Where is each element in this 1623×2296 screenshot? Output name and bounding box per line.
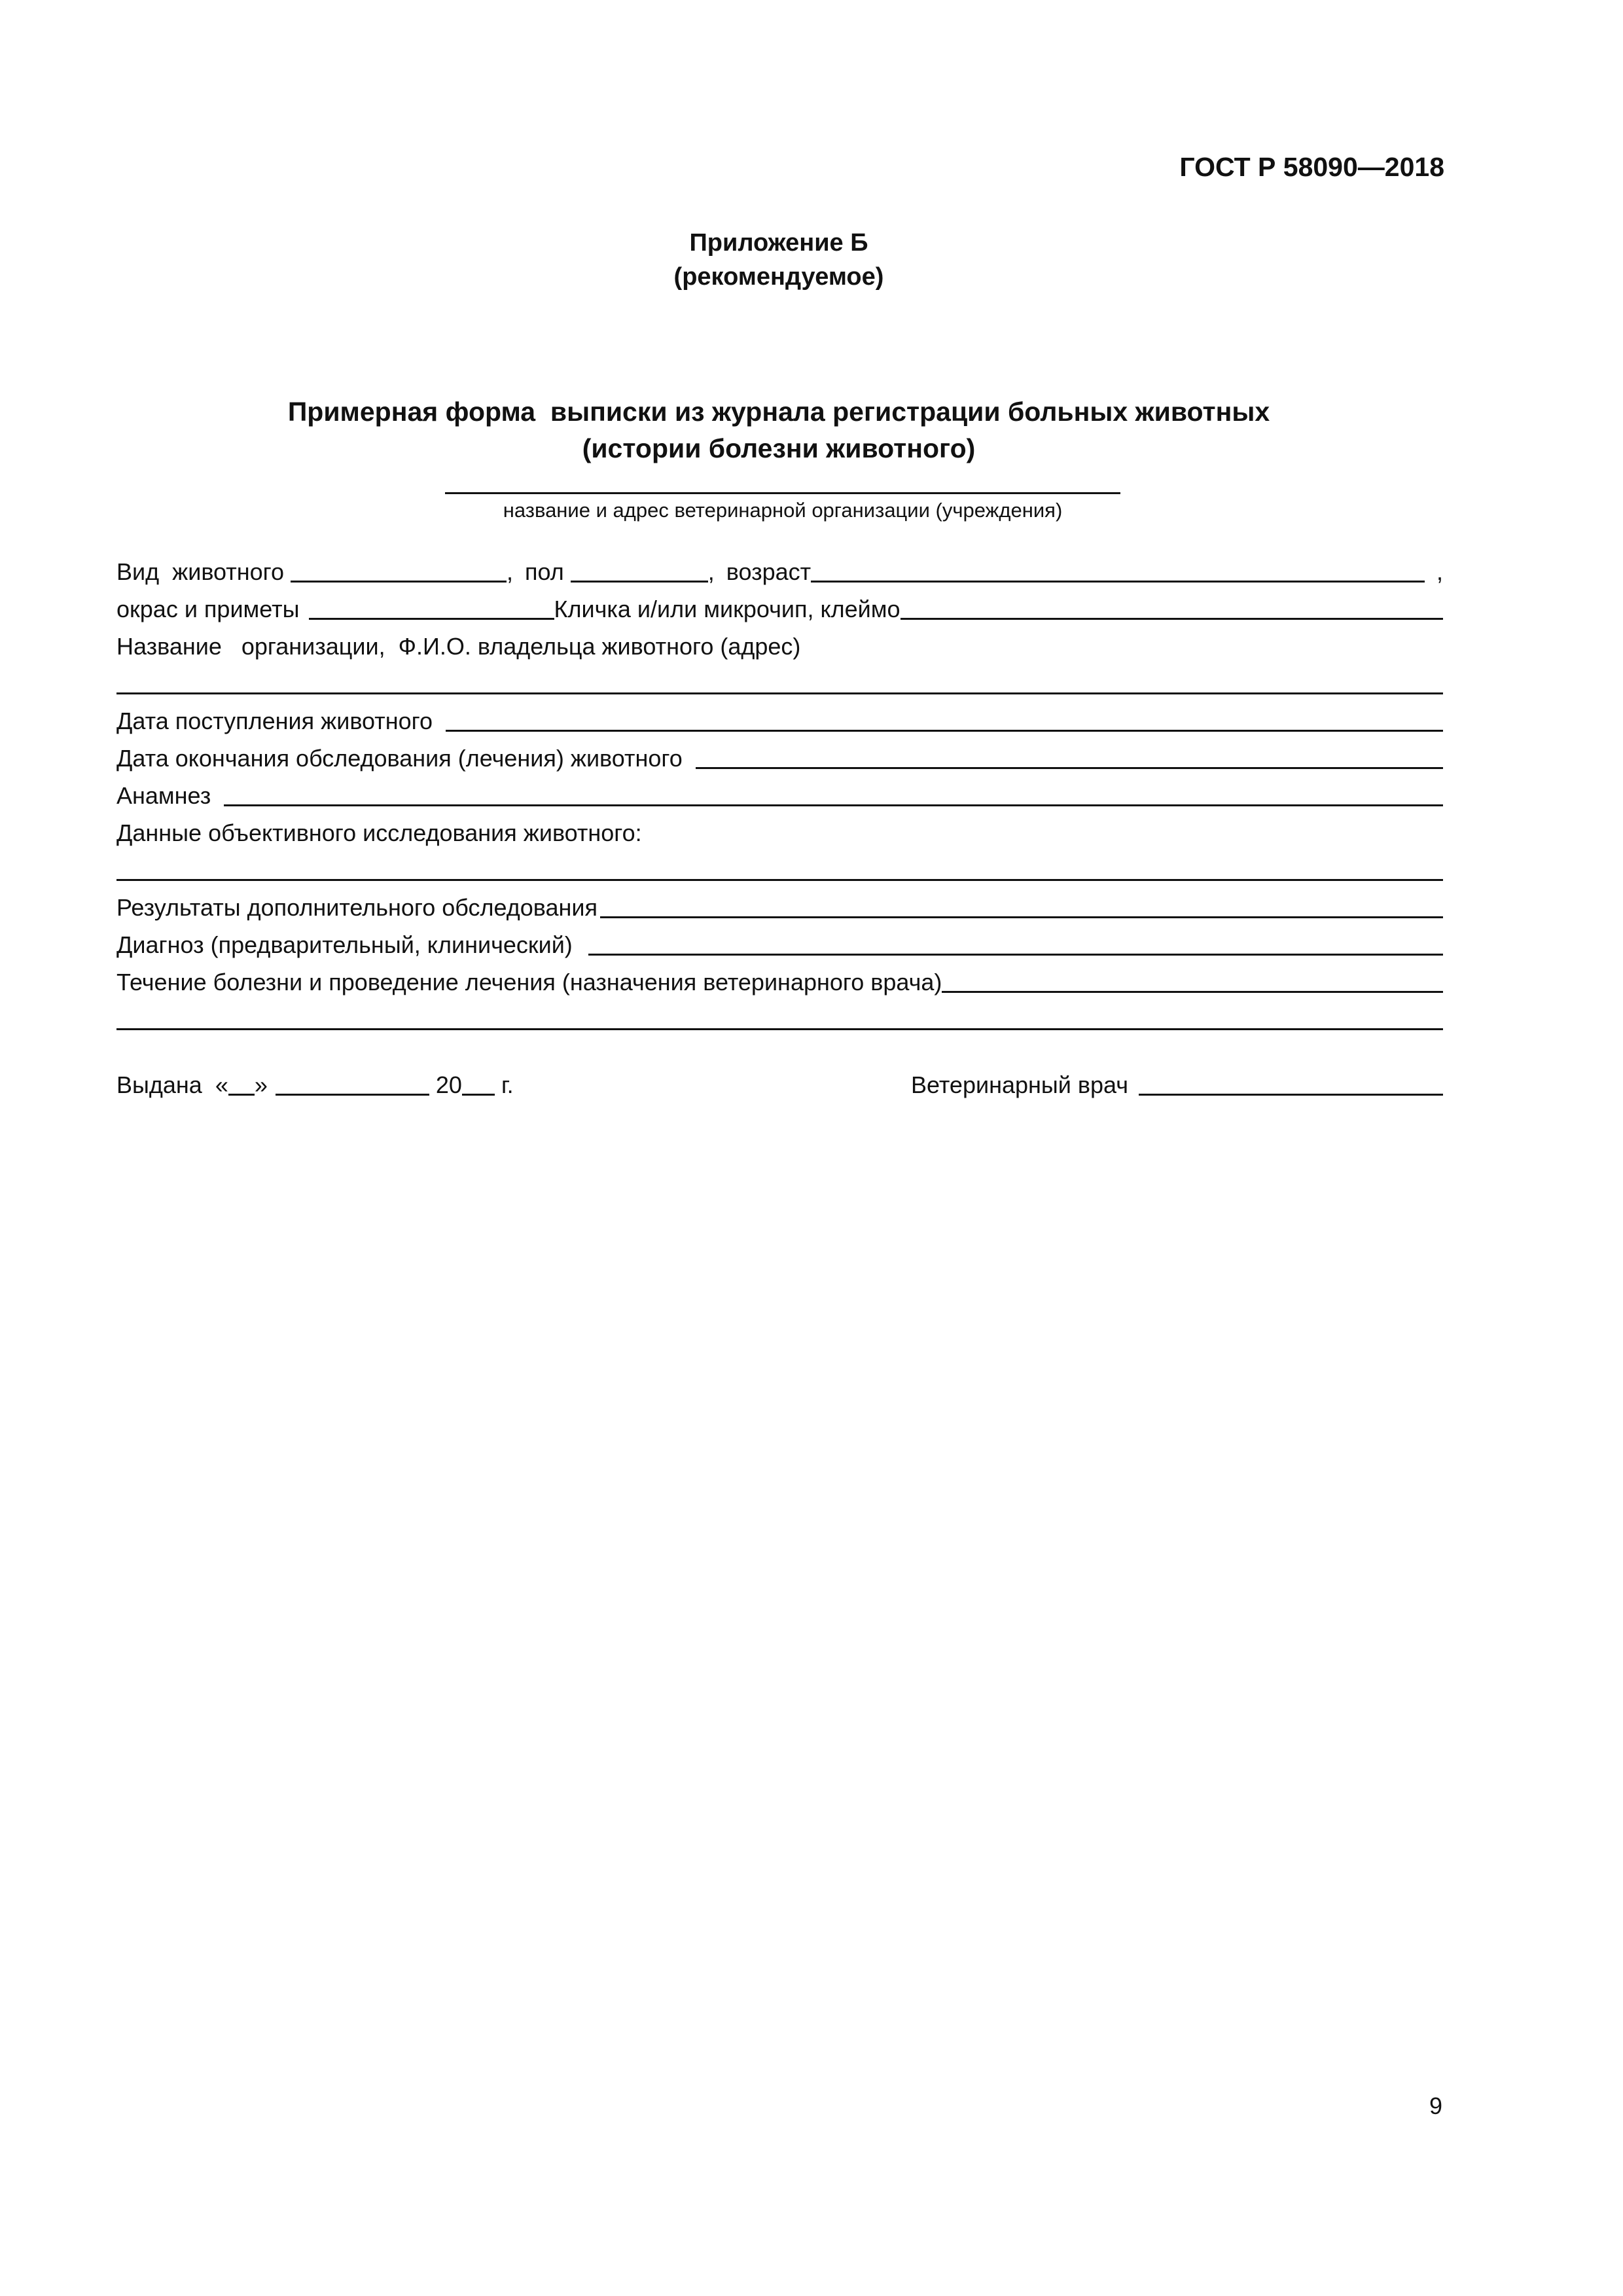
organization-name-line[interactable] (445, 492, 1120, 494)
form-title-line-2: (истории болезни животного) (582, 433, 976, 463)
owner-blank[interactable] (116, 692, 1443, 694)
open-quote: « (215, 1071, 228, 1098)
row-owner-blank (116, 666, 1443, 698)
veterinarian-label: Ветеринарный врач (911, 1071, 1128, 1098)
additional-results-label: Результаты дополнительного обследования (116, 894, 598, 921)
treatment-blank-continued[interactable] (116, 1028, 1443, 1030)
end-date-blank[interactable] (696, 767, 1443, 769)
diagnosis-label: Диагноз (предварительный, клинический) (116, 931, 573, 958)
row-color-nickname (116, 591, 1443, 624)
row-additional-results (116, 889, 1443, 922)
year-suffix: г. (501, 1071, 514, 1098)
anamnesis-blank[interactable] (224, 804, 1443, 806)
row-anamnesis (116, 778, 1443, 810)
form-title (0, 393, 1558, 467)
row-treatment-blank (116, 1001, 1443, 1034)
sex-label: пол (525, 558, 564, 585)
issued-label: Выдана (116, 1071, 202, 1098)
comma-separator: , (507, 558, 514, 585)
appendix-heading (0, 226, 1558, 294)
row-footer (116, 1067, 1443, 1100)
row-owner (116, 628, 1443, 661)
owner-label: Название организации, Ф.И.О. владельца животного (адрес) (116, 633, 801, 660)
row-objective-data-blank (116, 852, 1443, 885)
end-date-label: Дата окончания обследования (лечения) животного (116, 745, 683, 772)
row-end-date (116, 740, 1443, 773)
year-prefix: 20 (435, 1071, 462, 1098)
row-species-sex-age (116, 554, 1443, 586)
day-blank[interactable] (228, 1094, 255, 1096)
year-blank[interactable] (462, 1094, 495, 1096)
age-blank[interactable] (811, 581, 1425, 583)
species-blank[interactable] (291, 581, 507, 583)
sex-blank[interactable] (571, 581, 708, 583)
species-label: Вид животного (116, 558, 285, 585)
treatment-label: Течение болезни и проведение лечения (назначения ветеринарного врача) (116, 969, 942, 996)
organization-caption: название и адрес ветеринарной организации (учреждения) (503, 499, 1063, 522)
form-title-line-1: Примерная форма выписки из журнала регистрации больных животных (287, 397, 1270, 427)
color-label: окрас и приметы (116, 596, 300, 622)
document-code: ГОСТ Р 58090—2018 (1179, 152, 1444, 182)
objective-data-label: Данные объективного исследования животного: (116, 819, 642, 846)
close-quote: » (254, 1071, 268, 1098)
veterinarian-signature-blank[interactable] (1139, 1094, 1443, 1096)
additional-results-blank[interactable] (600, 916, 1443, 918)
appendix-title: Приложение Б (689, 229, 868, 257)
admission-date-label: Дата поступления животного (116, 708, 433, 734)
anamnesis-label: Анамнез (116, 782, 211, 809)
objective-data-blank[interactable] (116, 879, 1443, 881)
page-number: 9 (1429, 2092, 1442, 2119)
treatment-blank[interactable] (942, 991, 1443, 993)
comma-separator: , (1436, 558, 1443, 585)
row-admission-date (116, 703, 1443, 736)
row-diagnosis (116, 927, 1443, 960)
nickname-blank[interactable] (901, 618, 1443, 620)
row-treatment (116, 964, 1443, 997)
age-label: возраст (726, 558, 812, 585)
admission-date-blank[interactable] (446, 730, 1443, 732)
comma-separator: , (707, 558, 715, 585)
row-objective-data (116, 815, 1443, 848)
diagnosis-blank[interactable] (588, 954, 1443, 956)
nickname-label: Кличка и/или микрочип, клеймо (554, 596, 901, 622)
month-blank[interactable] (276, 1094, 429, 1096)
color-blank[interactable] (309, 618, 554, 620)
appendix-subtitle: (рекомендуемое) (673, 263, 884, 291)
